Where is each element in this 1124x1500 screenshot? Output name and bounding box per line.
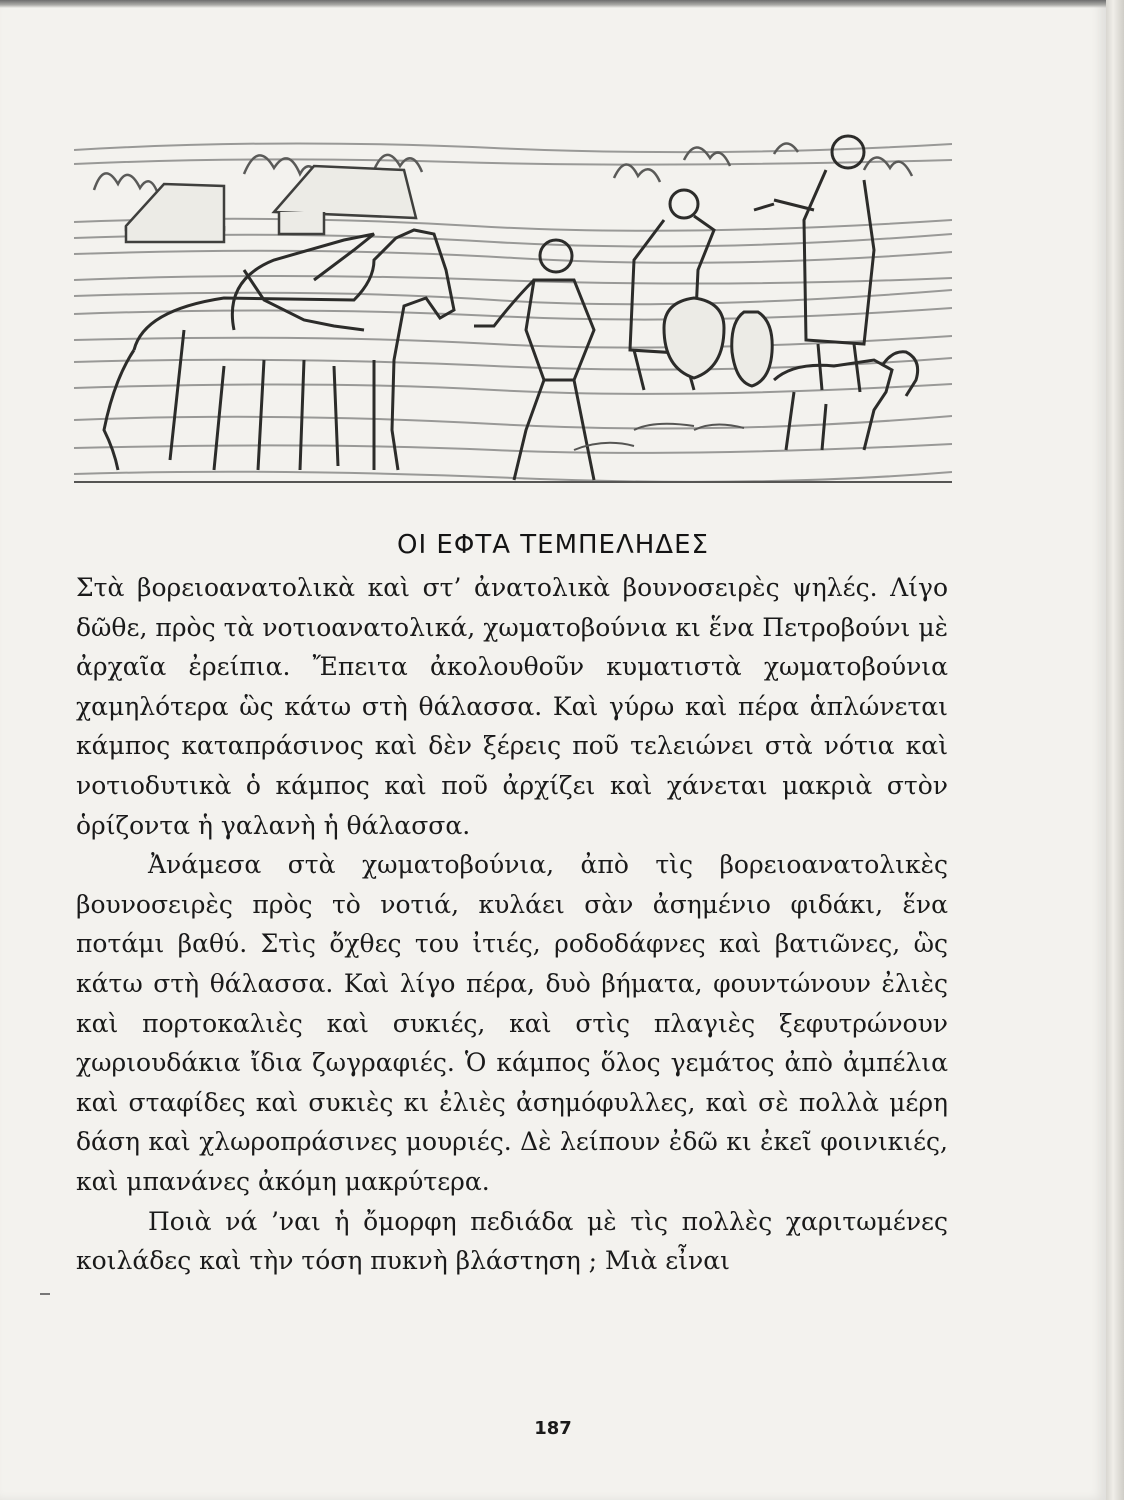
paragraph: Ἀνάμεσα στὰ χωματοβούνια, ἀπὸ τὶς βορειοανατολικὲς βουνοσειρὲς πρὸς τὸ νοτιά, κυλάει σὰν ἀσημένιο φιδάκι, ἕνα ποτάμι βαθύ. Στὶς ὄχθες του ἰτιές, ροδοδάφνες καὶ βατιῶνες, ὣς κάτω στὴ θάλασσα. Καὶ λίγο πέρα, δυὸ βήματα, φουντώνουν ἐλιὲς καὶ πορτοκαλιὲς καὶ συκιές, καὶ στὶς πλαγιὲς ξεφυτρώνουν χωριουδάκια ἴδια ζωγραφιές. Ὁ κάμπος ὅλος γεμάτος ἀπὸ ἀμπέλια καὶ σταφίδες καὶ συκιὲς κι ἐλιὲς ἀσημόφυλλες, καὶ σὲ πολλὰ μέρη δάση καὶ χλωροπράσινες μουριές. Δὲ λείπουν ἐδῶ κι ἐκεῖ φοινικιές, καὶ μπανάνες ἀκόμη μακρύτερα. — [76, 850, 948, 1196]
chapter-body — [76, 568, 948, 1281]
chapter-title: ΟΙ ΕΦΤΑ ΤΕΜΠΕΛΗΔΕΣ — [397, 530, 709, 560]
paragraph: Στὰ βορειοανατολικὰ καὶ στ’ ἀνατολικὰ βουνοσειρὲς ψηλές. Λίγο δῶθε, πρὸς τὰ νοτιοανατολικά, χωματοβούνια κι ἕνα Πετροβούνι μὲ ἀρχαῖα ἐρείπια. Ἔπειτα ἀκολουθοῦν κυματιστὰ χωματοβούνια χαμηλότερα ὣς κάτω στὴ θάλασσα. Καὶ γύρω καὶ πέρα ἁπλώνεται κάμπος καταπράσινος καὶ δὲν ξέρεις ποῦ τελειώνει στὰ νότια καὶ νοτιοδυτικὰ ὁ κάμπος καὶ ποῦ ἀρχίζει καὶ χάνεται μακριὰ στὸν ὁρίζοντα ἡ γαλανὴ ἡ θάλασσα. — [76, 573, 948, 840]
page-number: 187 — [534, 1418, 572, 1439]
page-top-edge — [0, 0, 1106, 8]
book-spine-edge — [1106, 0, 1124, 1500]
margin-mark — [40, 1293, 50, 1295]
paragraph: Ποιὰ νά ’ναι ἡ ὄμορφη πεδιάδα μὲ τὶς πολλὲς χαριτωμένες κοιλάδες καὶ τὴν τόση πυκνὴ βλάστηση ; Μιὰ εἶναι — [76, 1206, 948, 1276]
village-scene-illustration-icon — [74, 130, 952, 492]
illustration-drawing — [74, 130, 952, 492]
